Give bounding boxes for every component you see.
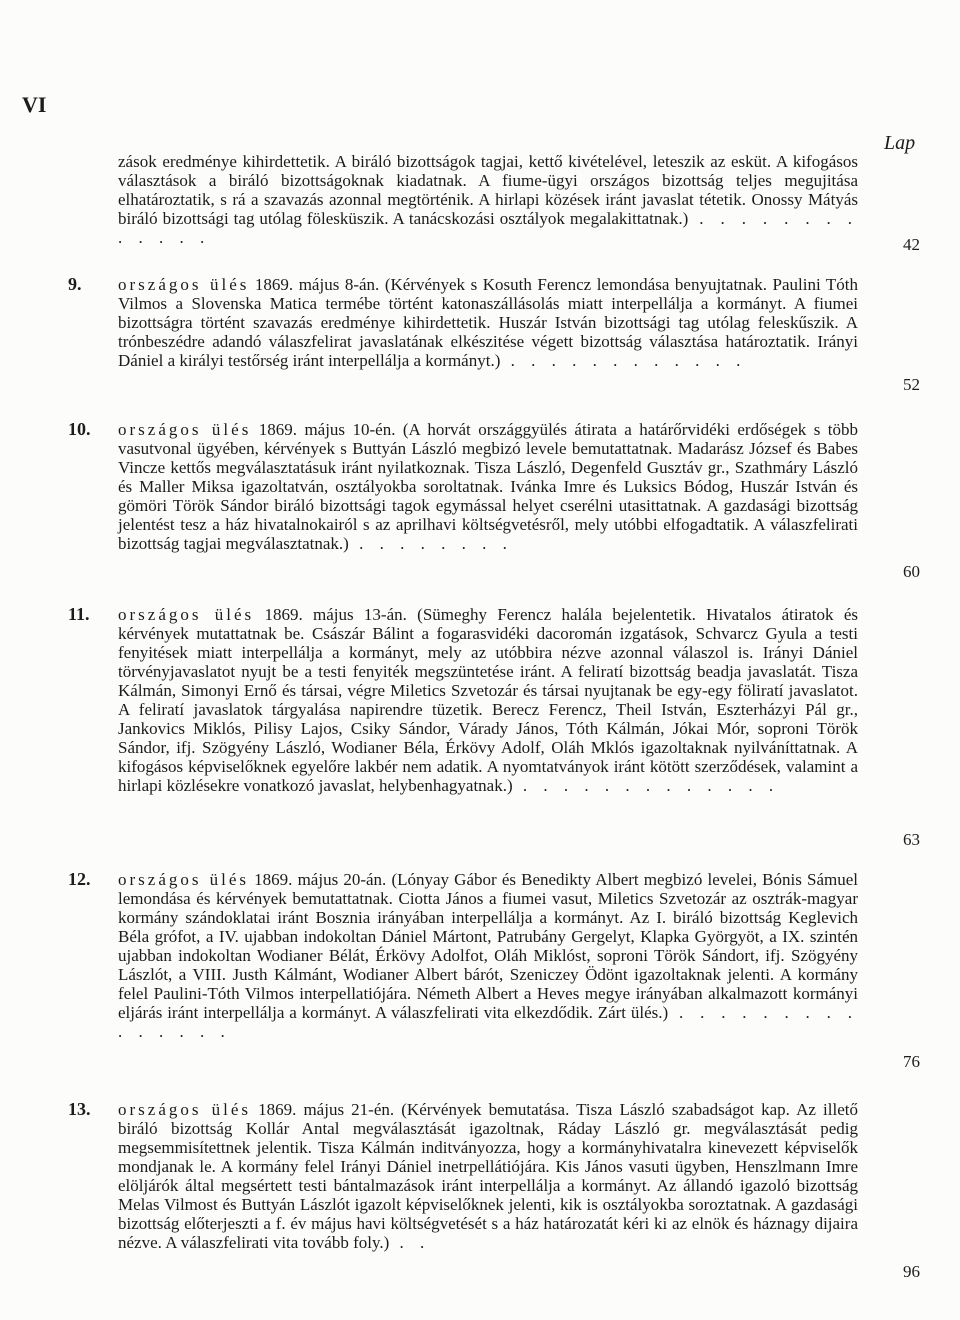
page-reference: 76: [903, 1052, 920, 1071]
entry-number: 9.: [68, 274, 82, 294]
toc-entry: 13. országos ülés 1869. május 21-én. (Kérvények bemutatása. Tisza László szabadságot kap. Az illető biráló bizottság Kollár Antal megválasztását igazoltnak, Ráday László gr. megválasztását pedig megsemmisítettnek jelentik. Tisza Kálmán inditványozza, hogy a kormányhivatalra kinevezett képviselők mondjanak le. A kormány felel Irányi Dániel inetrpellátiójára. Kis János vasuti ügyben, Henszlmann Imre elöljárók által megsértett testi bántalmazások iránt interpellálja a kormányt. Az állandó igazoló bizottság Melas Vilmost és Buttyán Lászlót igazolt képviselőknek jelenti, kik is osztályokba soroztatnak. A gazdasági bizottság előterjeszti a f. év május havi költségvetését s a ház határozatát kéri ki az elnök és háznagy dijaira nézve. A válaszfelirati vita tovább foly.) . .: [68, 1099, 858, 1252]
entry-number: 11.: [68, 604, 90, 624]
entry-number: 13.: [68, 1099, 91, 1119]
toc-entry: 12. országos ülés 1869. május 20-án. (Lónyay Gábor és Benedikty Albert megbizó levelei, Bónis Sámuel lemondása és kérvények bemutattatnak. Ciotta János a fiumei vasut, Miletics Szvetozár az osztrák-magyar kormány szándoklatai iránt Bosznia irányában interpellálja a kormányt. Az I. biráló bizottság Keglevich Béla grófot, a IV. ujabban indokoltan Dániel Mártont, Patrubány Gergelyt, Klapka Györgyöt, a IX. szintén ujabban indokoltan Wodianer Bélát, Érkövy Adolfot, Oláh Miklóst, soproni Török Sándort, ifj. Szögyény Lászlót, a VIII. Justh Kálmánt, Wodianer Albert bárót, Szeniczey Ödönt igazoltaknak jelenti. A kormány felel Paulini-Tóth Vilmos interpellatiójára. Németh Albert a Heves megye irányában alkalmazott kormányi eljárás iránt interpellálja a kormányt. A válaszfelirati vita elkezdődik. Zárt ülés.) . . . . . . . . . . . . . . .: [68, 869, 858, 1041]
page-reference: 63: [903, 830, 920, 849]
entry-lead: országos ülés: [118, 275, 250, 294]
toc-entry: zások eredménye kihirdettetik. A biráló bizottságok tagjai, kettő kivételével, leteszik az esküt. A kifogásos választások a biráló bizottságoknak kiadatnak. A fiume-ügyi országos bizottság teljes megujitása elhatároztatik, s rá a szavazás azonnal megtörténik. A hirlapi közések iránt javaslat tétetik. Onossy Mátyás biráló bizottsági tag utólag fölesküszik. A tanácskozási osztályok megalakittatnak.) . . . . . . . . . . . . .: [118, 152, 858, 247]
entry-text: 1869. május 13-án. (Sümeghy Ferencz halála bejelentetik. Hivatalos átiratok és kérvények mutattatnak be. Császár Bálint a fogarasvidéki dacoromán izgatások, Schvarcz Gyula a testi fenyitések miatt interpellálja a kormányt, mely az utóbbira nézve azonnal válaszol is. Irányi Dániel törvényjavaslatot nyujt be a testi fenyiték megszüntetése iránt. A feliratí bizottság beadja javaslatát. Tisza Kálmán, Simonyi Ernő és társai, végre Miletics Szvetozár és társai nyujtanak be egy-egy föliratí javaslatot. A feliratí javaslatok tárgyalása napirendre tüzetik. Berecz Ferencz, Theil István, Eszterházyi Pál gr., Jankovics Miklós, Pilisy Lajos, Csiky Sándor, Várady János, Tóth Kálmán, Jókai Mór, soproni Török Sándor, ifj. Szögyény László, Wodianer Béla, Érkövy Adolf, Oláh Mklós igazoltaknak nyilváníttatnak. A kifogásos képviselőknek egyelőre lakbér nem adatik. A nyomtatványok iránt kötött szerződések, valamint a hirlapi közlésekre vonatkozó javaslat, helybenhagyatnak.): [118, 605, 858, 795]
page-reference: 42: [903, 235, 920, 254]
entry-text: 1869. május 8-án. (Kérvények s Kosuth Ferencz lemondása benyujtatnak. Paulini Tóth Vilmos a Slovenska Matica termébe történt katonaszállásolás miatt interpellálja a kormányt. A fiumei bizottságra történt szavazás eredménye kihirdettetik. Huszár István bizottsági tag utólag feleskűszik. A trónbeszédre adandó válaszfelirat javaslatának elkészitése végett bizottság választása határoztatik. Irányi Dániel a királyi testőrség iránt interpellálja a kormányt.): [118, 275, 858, 370]
entry-text: zások eredménye kihirdettetik. A biráló bizottságok tagjai, kettő kivételével, leteszik az esküt. A kifogásos választások a biráló bizottságoknak kiadatnak. A fiume-ügyi országos bizottság teljes megujitása elhatároztatik, s rá a szavazás azonnal megtörténik. A hirlapi közések iránt javaslat tétetik. Onossy Mátyás biráló bizottsági tag utólag fölesküszik. A tanácskozási osztályok megalakittatnak.): [118, 152, 858, 228]
page-reference: 52: [903, 375, 920, 394]
entry-lead: országos ülés: [118, 420, 252, 439]
toc-entry: 11. országos ülés 1869. május 13-án. (Sümeghy Ferencz halála bejelentetik. Hivatalos átiratok és kérvények mutattatnak be. Császár Bálint a fogarasvidéki dacoromán izgatások, Schvarcz Gyula a testi fenyitések miatt interpellálja a kormányt, mely az utóbbira nézve azonnal válaszol is. Irányi Dániel törvényjavaslatot nyujt be a testi fenyiték megszüntetése iránt. A feliratí bizottság beadja javaslatát. Tisza Kálmán, Simonyi Ernő és társai, végre Miletics Szvetozár és társai nyujtanak be egy-egy föliratí javaslatot. A feliratí javaslatok tárgyalása napirendre tüzetik. Berecz Ferencz, Theil István, Eszterházyi Pál gr., Jankovics Miklós, Pilisy Lajos, Csiky Sándor, Várady János, Tóth Kálmán, Jókai Mór, soproni Török Sándor, ifj. Szögyény László, Wodianer Béla, Érkövy Adolf, Oláh Mklós igazoltaknak nyilváníttatnak. A kifogásos képviselőknek egyelőre lakbér nem adatik. A nyomtatványok iránt kötött szerződések, valamint a hirlapi közlésekre vonatkozó javaslat, helybenhagyatnak.) . . . . . . . . . . . . .: [68, 604, 858, 795]
entry-number: 12.: [68, 869, 91, 889]
entry-text: 1869. május 10-én. (A horvát országgyülés átirata a határőrvidéki erdőségek s több vasutvonal ügyében, kérvények s Buttyán László megbizó levele bemutattatnak. Madarász József és Babes Vincze kettős megválasztatásuk iránt nyilatkoznak. Tisza László, Degenfeld Gusztáv gr., Szathmáry László és Maller Miksa igazoltatván, osztályokba soroltatnak. Ivánka Imre és Luksics Bódog, Huszár István és gömöri Török Sándor biráló bizottsági tagok egymással helyet cserélni utasittatnak. A gazdasági bizottság jelentést tesz a ház hivatalnokairól s az aprilhavi költségvetésről, mely utóbbi elfogadtatik. A válaszfelirati bizottság tagjai megválasztatnak.): [118, 420, 858, 553]
page-reference: 60: [903, 562, 920, 581]
page-column-header: Lap: [884, 132, 916, 154]
page-number: VI: [22, 92, 47, 117]
entry-text: 1869. május 21-én. (Kérvények bemutatása. Tisza László szabadságot kap. Az illető biráló bizottság Kollár Antal megválasztását igazoltnak, Ráday László gr. megválasztását pedig megsemmisítettnek jelentik. Tisza Kálmán inditványozza, hogy a kormányhivatalra kinevezett képviselők mondjanak le. A kormány felel Irányi Dániel inetrpellátiójára. Kis János vasuti ügyben, Henszlmann Imre elöljárók által megsértett testi bántalmazások iránt interpellálja a kormányt. Az állandó igazoló bizottság Melas Vilmost és Buttyán Lászlót igazolt képviselőknek jelenti, kik is osztályokba soroztatnak. A gazdasági bizottság előterjeszti a f. év május havi költségvetését s a ház határozatát kéri ki az elnök és háznagy dijaira nézve. A válaszfelirati vita tovább foly.): [118, 1100, 858, 1252]
entry-lead: országos ülés: [118, 605, 255, 624]
entry-text: 1869. május 20-án. (Lónyay Gábor és Benedikty Albert megbizó levelei, Bónis Sámuel lemondása és kérvények bemutattatnak. Ciotta János a fiumei vasut, Miletics Szvetozár az osztrák-magyar kormány szándoklatai iránt Bosznia irányában interpellálja a kormányt. Az I. biráló bizottság Keglevich Béla grófot, a IV. ujabban indokoltan Dániel Mártont, Patrubány Gergelyt, Klapka Györgyöt, a IX. szintén ujabban indokoltan Wodianer Bélát, Érkövy Adolfot, Oláh Miklóst, soproni Török Sándort, ifj. Szögyény Lászlót, a VIII. Justh Kálmánt, Wodianer Albert bárót, Szeniczey Ödönt igazoltaknak jelenti. A kormány felel Paulini-Tóth Vilmos interpellatiójára. Németh Albert a Heves megye irányában alkalmazott kormányi eljárás iránt interpellálja a kormányt. A válaszfelirati vita elkezdődik. Zárt ülés.): [118, 870, 858, 1022]
entry-lead: országos ülés: [118, 1100, 251, 1119]
toc-entry: 9. országos ülés 1869. május 8-án. (Kérvények s Kosuth Ferencz lemondása benyujtatnak. Paulini Tóth Vilmos a Slovenska Matica termébe történt katonaszállásolás miatt interpellálja a kormányt. A fiumei bizottságra történt szavazás eredménye kihirdettetik. Huszár István bizottsági tag utólag feleskűszik. A trónbeszédre adandó válaszfelirat javaslatának elkészitése végett bizottság választása határoztatik. Irányi Dániel a királyi testőrség iránt interpellálja a kormányt.) . . . . . . . . . . . .: [68, 274, 858, 370]
page-reference: 96: [903, 1262, 920, 1281]
entry-lead: országos ülés: [118, 870, 250, 889]
entry-number: 10.: [68, 419, 91, 439]
toc-entry: 10. országos ülés 1869. május 10-én. (A horvát országgyülés átirata a határőrvidéki erdőségek s több vasutvonal ügyében, kérvények s Buttyán László megbizó levele bemutattatnak. Madarász József és Babes Vincze kettős megválasztatásuk iránt nyilatkoznak. Tisza László, Degenfeld Gusztáv gr., Szathmáry László és Maller Miksa igazoltatván, osztályokba soroltatnak. Ivánka Imre és Luksics Bódog, Huszár István és gömöri Török Sándor biráló bizottsági tagok egymással helyet cserélni utasittatnak. A gazdasági bizottság jelentést tesz a ház hivatalnokairól s az aprilhavi költségvetésről, mely utóbbi elfogadtatik. A válaszfelirati bizottság tagjai megválasztatnak.) . . . . . . . .: [68, 419, 858, 553]
